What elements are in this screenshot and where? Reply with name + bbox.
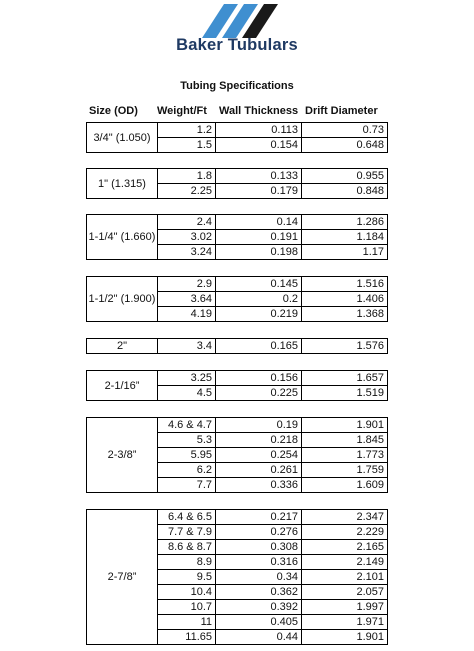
table-row	[157, 433, 387, 448]
header-weight: Weight/Ft	[157, 105, 207, 117]
header-wall-thickness: Wall Thickness	[219, 105, 299, 117]
header-drift-diameter: Drift Diameter	[305, 105, 378, 117]
column-headers	[0, 105, 474, 121]
size-label: 3/4" (1.050)	[87, 123, 158, 152]
size-group	[86, 168, 388, 199]
wall-thickness-cell: 0.44	[216, 630, 302, 645]
drift-diameter-cell: 1.845	[356, 434, 384, 446]
wall-thickness-cell: 0.113	[216, 123, 302, 137]
drift-diameter-cell: 1.184	[356, 231, 384, 243]
weight-cell: 5.95	[157, 448, 216, 462]
table-row	[157, 418, 387, 433]
weight-cell: 2.25	[157, 184, 216, 199]
wall-thickness-cell: 0.218	[216, 433, 302, 447]
table-row	[157, 600, 387, 615]
wall-thickness-cell: 0.2	[216, 292, 302, 306]
wall-thickness-cell: 0.316	[216, 555, 302, 569]
drift-diameter-cell: 1.17	[362, 246, 384, 258]
table-row	[157, 277, 387, 292]
weight-cell: 11.65	[157, 630, 216, 645]
weight-cell: 8.6 & 8.7	[157, 540, 216, 554]
weight-cell: 4.5	[157, 386, 216, 401]
table-row	[157, 386, 387, 401]
header-size: Size (OD)	[89, 105, 138, 117]
drift-diameter-cell: 1.609	[356, 479, 384, 491]
size-rows	[157, 339, 387, 354]
weight-cell: 4.19	[157, 307, 216, 322]
drift-diameter-cell: 1.368	[356, 308, 384, 320]
drift-diameter-cell: 1.286	[356, 216, 384, 228]
drift-diameter-cell: 1.516	[356, 278, 384, 290]
brand-name: Baker Tubulars	[176, 36, 298, 54]
table-row	[157, 245, 387, 260]
size-group	[86, 122, 388, 153]
table-row	[157, 169, 387, 184]
weight-cell: 5.3	[157, 433, 216, 447]
weight-cell: 6.4 & 6.5	[157, 510, 216, 524]
table-row	[157, 230, 387, 245]
wall-thickness-cell: 0.198	[216, 245, 302, 260]
weight-cell: 3.64	[157, 292, 216, 306]
drift-diameter-cell: 2.057	[356, 586, 384, 598]
weight-cell: 2.9	[157, 277, 216, 291]
weight-cell: 1.2	[157, 123, 216, 137]
wall-thickness-cell: 0.392	[216, 600, 302, 614]
weight-cell: 1.5	[157, 138, 216, 153]
weight-cell: 10.7	[157, 600, 216, 614]
size-label: 2-3/8”	[87, 418, 158, 492]
size-group	[86, 338, 388, 354]
size-rows	[157, 169, 387, 199]
wall-thickness-cell: 0.156	[216, 371, 302, 385]
size-label: 2-7/8”	[87, 510, 158, 644]
weight-cell: 2.4	[157, 215, 216, 229]
weight-cell: 7.7	[157, 478, 216, 493]
table-row	[157, 292, 387, 307]
weight-cell: 3.4	[157, 339, 216, 354]
size-label: 1" (1.315)	[87, 169, 158, 198]
size-group	[86, 509, 388, 645]
drift-diameter-cell: 2.149	[356, 556, 384, 568]
wall-thickness-cell: 0.154	[216, 138, 302, 153]
drift-diameter-cell: 1.759	[356, 464, 384, 476]
weight-cell: 1.8	[157, 169, 216, 183]
wall-thickness-cell: 0.165	[216, 339, 302, 354]
wall-thickness-cell: 0.254	[216, 448, 302, 462]
weight-cell: 4.6 & 4.7	[157, 418, 216, 432]
size-rows	[157, 215, 387, 260]
size-rows	[157, 371, 387, 401]
drift-diameter-cell: 0.73	[362, 124, 384, 136]
weight-cell: 9.5	[157, 570, 216, 584]
drift-diameter-cell: 1.773	[356, 449, 384, 461]
weight-cell: 6.2	[157, 463, 216, 477]
drift-diameter-cell: 0.848	[356, 185, 384, 197]
wall-thickness-cell: 0.362	[216, 585, 302, 599]
weight-cell: 3.25	[157, 371, 216, 385]
drift-diameter-cell: 1.997	[356, 601, 384, 613]
size-label: 2"	[87, 339, 158, 353]
table-row	[157, 510, 387, 525]
wall-thickness-cell: 0.276	[216, 525, 302, 539]
weight-cell: 7.7 & 7.9	[157, 525, 216, 539]
table-row	[157, 184, 387, 199]
size-label: 1-1/2" (1.900)	[87, 277, 158, 321]
table-row	[157, 478, 387, 493]
wall-thickness-cell: 0.145	[216, 277, 302, 291]
drift-diameter-cell: 1.901	[356, 631, 384, 643]
wall-thickness-cell: 0.261	[216, 463, 302, 477]
table-row	[157, 570, 387, 585]
table-row	[157, 138, 387, 153]
drift-diameter-cell: 1.657	[356, 372, 384, 384]
wall-thickness-cell: 0.34	[216, 570, 302, 584]
wall-thickness-cell: 0.336	[216, 478, 302, 493]
drift-diameter-cell: 1.406	[356, 293, 384, 305]
wall-thickness-cell: 0.133	[216, 169, 302, 183]
table-row	[157, 540, 387, 555]
wall-thickness-cell: 0.225	[216, 386, 302, 401]
weight-cell: 3.02	[157, 230, 216, 244]
wall-thickness-cell: 0.308	[216, 540, 302, 554]
table-row	[157, 615, 387, 630]
table-row	[157, 307, 387, 322]
drift-diameter-cell: 2.229	[356, 526, 384, 538]
drift-diameter-cell: 2.101	[356, 571, 384, 583]
baker-tubulars-logo	[198, 0, 280, 38]
table-row	[157, 371, 387, 386]
wall-thickness-cell: 0.19	[216, 418, 302, 432]
table-row	[157, 123, 387, 138]
table-row	[157, 585, 387, 600]
drift-diameter-cell: 1.519	[356, 387, 384, 399]
table-row	[157, 448, 387, 463]
table-row	[157, 555, 387, 570]
wall-thickness-cell: 0.14	[216, 215, 302, 229]
table-row	[157, 630, 387, 645]
wall-thickness-cell: 0.217	[216, 510, 302, 524]
size-label: 2-1/16”	[87, 371, 158, 400]
weight-cell: 3.24	[157, 245, 216, 260]
document-title: Tubing Specifications	[180, 80, 294, 92]
table-row	[157, 463, 387, 478]
size-rows	[157, 510, 387, 645]
table-row	[157, 215, 387, 230]
size-rows	[157, 123, 387, 153]
size-group	[86, 417, 388, 493]
wall-thickness-cell: 0.219	[216, 307, 302, 322]
drift-diameter-cell: 1.576	[356, 340, 384, 352]
wall-thickness-cell: 0.179	[216, 184, 302, 199]
drift-diameter-cell: 1.901	[356, 419, 384, 431]
drift-diameter-cell: 1.971	[356, 616, 384, 628]
drift-diameter-cell: 0.955	[356, 170, 384, 182]
table-row	[157, 525, 387, 540]
drift-diameter-cell: 2.347	[356, 511, 384, 523]
weight-cell: 11	[157, 615, 216, 629]
table-row	[157, 339, 387, 354]
size-group	[86, 370, 388, 401]
size-rows	[157, 277, 387, 322]
drift-diameter-cell: 2.165	[356, 541, 384, 553]
size-group	[86, 276, 388, 322]
wall-thickness-cell: 0.191	[216, 230, 302, 244]
weight-cell: 8.9	[157, 555, 216, 569]
size-group	[86, 214, 388, 260]
weight-cell: 10.4	[157, 585, 216, 599]
drift-diameter-cell: 0.648	[356, 139, 384, 151]
size-label: 1-1/4" (1.660)	[87, 215, 158, 259]
size-rows	[157, 418, 387, 493]
wall-thickness-cell: 0.405	[216, 615, 302, 629]
